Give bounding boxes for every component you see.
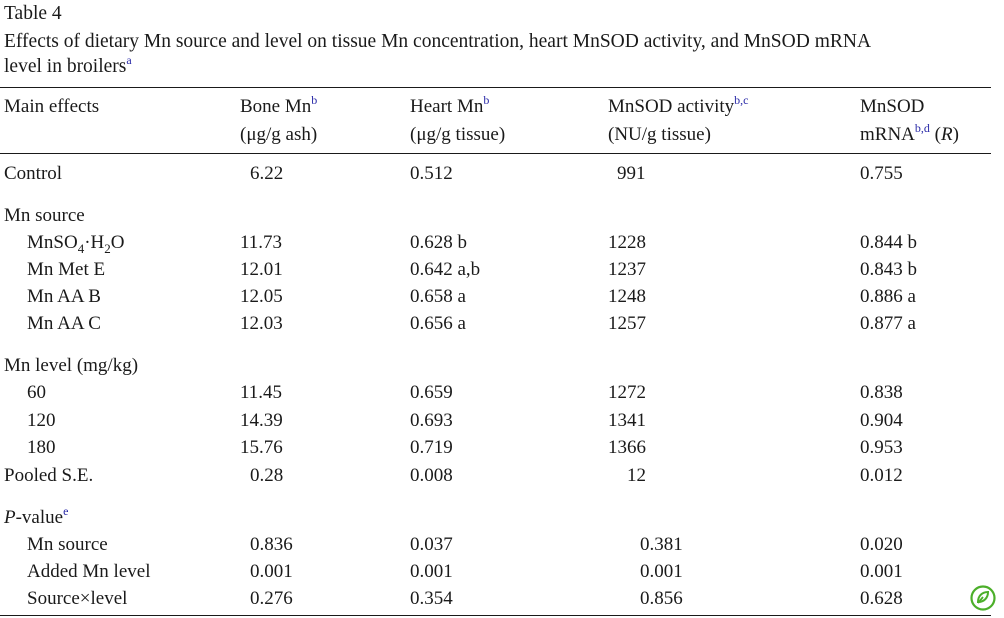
row-label-p-mn-source: Mn source (27, 534, 108, 555)
table-caption-line1: Effects of dietary Mn source and level on tissue Mn concentration, heart MnSOD activity, and MnSOD mRNA (4, 31, 872, 52)
section-heading-mn-level: Mn level (mg/kg) (4, 355, 139, 376)
row-label-p-source-x-level: Source×level (27, 588, 128, 609)
table-cell: 15.76 (240, 437, 283, 458)
top-rule (0, 87, 991, 88)
table-cell: 0.001 (410, 561, 453, 582)
section-heading-p-value (4, 503, 69, 529)
table-cell: 11.45 (240, 382, 283, 403)
footnote-ref-bd[interactable]: b,d (914, 120, 930, 135)
table-cell: 0.628 (860, 588, 903, 609)
formula-part: MnSO (27, 232, 78, 253)
table-cell: 1257 (608, 313, 646, 334)
table-cell: 14.39 (240, 410, 283, 431)
table-cell: 0.656 a (410, 313, 466, 334)
table-cell: 1341 (608, 410, 646, 431)
table-cell: 0.877 a (860, 313, 916, 334)
p-value-label: -value (15, 507, 64, 528)
table-cell: 0.844 b (860, 232, 917, 253)
header-mnsod-activity-label: MnSOD activity (608, 96, 735, 117)
table-cell: 0.354 (410, 588, 453, 609)
table-cell: 11.73 (240, 232, 283, 253)
table-cell: 0.001 (250, 561, 293, 582)
table-cell: 0.659 (410, 382, 453, 403)
header-bone-mn (240, 92, 318, 118)
formula-part: ·H (84, 232, 105, 253)
header-mnsod-mrna-label: mRNA (860, 124, 915, 145)
formula-sub: 2 (104, 240, 111, 256)
table-cell: 0.843 b (860, 259, 917, 280)
header-mnsod-activity-unit: (NU/g tissue) (608, 124, 711, 145)
footnote-ref-b[interactable]: b (483, 92, 490, 107)
table-cell: 0.28 (250, 465, 284, 486)
table-cell: 0.838 (860, 382, 903, 403)
header-heart-mn-unit: (μg/g tissue) (410, 124, 506, 145)
table-cell: 0.381 (640, 534, 683, 555)
table-cell: 1237 (608, 259, 646, 280)
table-cell: 12.03 (240, 313, 283, 334)
table-cell: 0.020 (860, 534, 903, 555)
table-cell: 0.001 (640, 561, 683, 582)
table-cell: 0.658 a (410, 286, 466, 307)
table-cell: 0.642 a,b (410, 259, 481, 280)
cell-control-mrna: 0.755 (860, 163, 903, 184)
table-cell: 0.001 (860, 561, 903, 582)
header-mnsod-mrna-line2 (860, 120, 959, 146)
caption-text: level in broilers (4, 56, 127, 77)
row-label-mn-met-e: Mn Met E (27, 259, 106, 280)
row-label-mnso4 (27, 232, 124, 254)
table-cell: 0.693 (410, 410, 453, 431)
header-heart-mn (410, 92, 490, 118)
table-cell: 0.856 (640, 588, 683, 609)
header-bone-mn-unit: (μg/g ash) (240, 124, 318, 145)
cell-control-bone: 6.22 (250, 163, 284, 184)
table-cell: 1366 (608, 437, 646, 458)
formula-part: O (110, 232, 125, 253)
header-rule (0, 153, 991, 154)
table-cell: 0.008 (410, 465, 453, 486)
table-cell: 1272 (608, 382, 646, 403)
row-label-level-180: 180 (27, 437, 56, 458)
table-cell: 0.904 (860, 410, 903, 431)
bottom-rule (0, 615, 991, 616)
header-bone-mn-label: Bone Mn (240, 96, 312, 117)
paren-open: ( (929, 124, 941, 145)
row-label-control: Control (4, 163, 63, 184)
table-cell: 0.953 (860, 437, 903, 458)
row-label-level-60: 60 (27, 382, 46, 403)
formula-sub: 4 (77, 240, 85, 256)
section-heading-mn-source: Mn source (4, 205, 85, 226)
paren-close: ) (952, 124, 959, 145)
table-cell: 0.886 a (860, 286, 916, 307)
table-cell: 0.719 (410, 437, 453, 458)
table-cell: 0.012 (860, 465, 903, 486)
footnote-ref-bc[interactable]: b,c (734, 92, 749, 107)
header-mnsod-activity (608, 92, 749, 118)
row-label-level-120: 120 (27, 410, 56, 431)
table-cell: 0.628 b (410, 232, 467, 253)
ratio-symbol: R (940, 124, 953, 145)
cell-control-activity: 991 (617, 163, 646, 184)
row-label-pooled-se: Pooled S.E. (4, 465, 94, 486)
p-symbol: P (4, 507, 16, 528)
table-caption-line2 (4, 52, 132, 78)
table-label: Table 4 (4, 3, 62, 24)
table-cell: 1228 (608, 232, 646, 253)
footnote-ref-e[interactable]: e (63, 503, 69, 518)
cell-control-heart: 0.512 (410, 163, 453, 184)
table-cell: 12.01 (240, 259, 283, 280)
row-label-mn-aa-b: Mn AA B (27, 286, 101, 307)
footnote-ref-b[interactable]: b (311, 92, 318, 107)
table-cell: 12.05 (240, 286, 283, 307)
table-cell: 12 (627, 465, 646, 486)
row-label-p-added-mn-level: Added Mn level (27, 561, 151, 582)
row-label-mn-aa-c: Mn AA C (27, 313, 101, 334)
leaf-badge-icon[interactable] (970, 585, 996, 611)
table-cell: 0.836 (250, 534, 293, 555)
footnote-ref-a[interactable]: a (126, 52, 132, 67)
table-cell: 0.037 (410, 534, 453, 555)
header-heart-mn-label: Heart Mn (410, 96, 484, 117)
table-cell: 0.276 (250, 588, 293, 609)
table-cell: 1248 (608, 286, 646, 307)
header-mnsod-mrna: MnSOD (860, 96, 925, 117)
header-main-effects: Main effects (4, 96, 100, 117)
